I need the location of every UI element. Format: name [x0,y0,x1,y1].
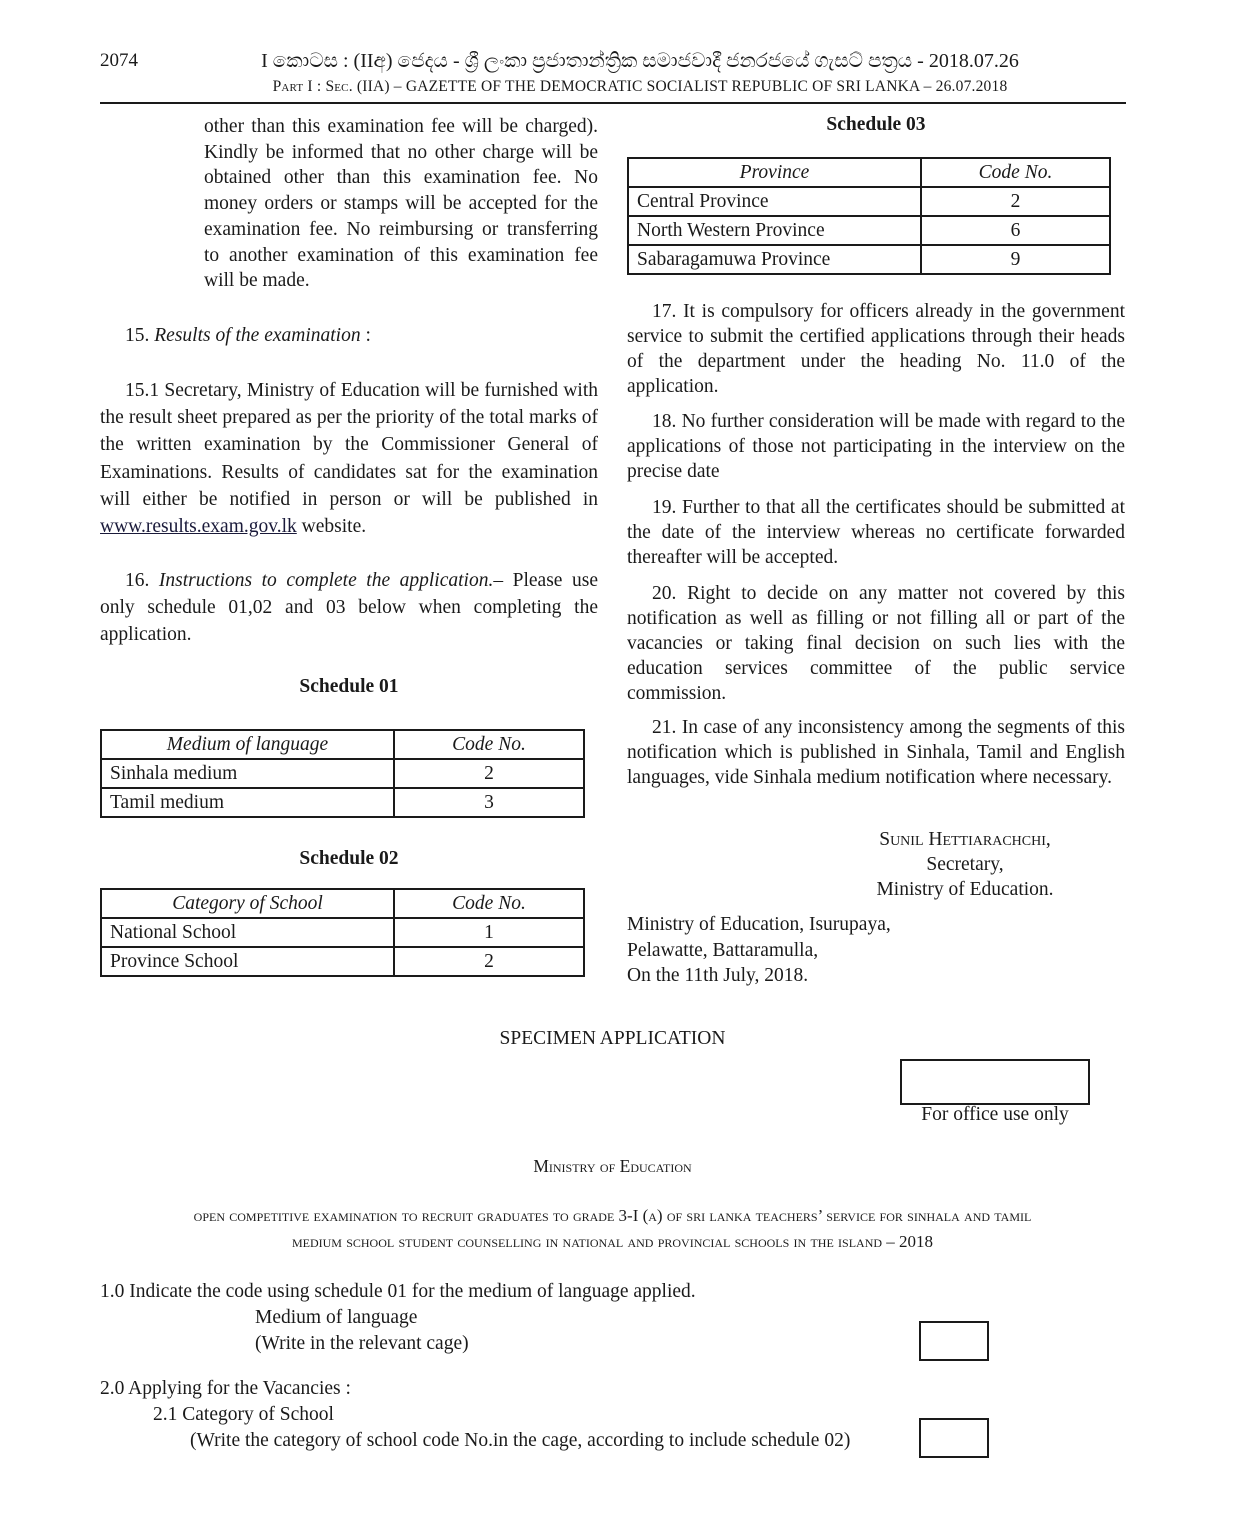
section-16-text: Please use only schedule 01,02 and 03 below when completing the application. [100,570,598,646]
table-header-row [101,889,584,918]
table-cell: 6 [921,216,1110,245]
section-15-1 [100,377,598,540]
medium-code-input-box[interactable] [919,1321,989,1361]
question-2-1-hint: (Write the category of school code No.in the cage, according to include schedule 02) [190,1430,851,1451]
column-header: Category of School [101,889,394,918]
section-16-title: Instructions to complete the application.– [158,570,504,591]
table-row [101,918,584,947]
table-cell: 9 [921,245,1110,274]
paragraph-19: 19. Further to that all the certificates should be submitted at the date of the interview whereas no certificate forwarded thereafter will be accepted. [627,497,1125,568]
column-header: Province [628,158,921,187]
fee-text: other than this examination fee will be charged). Kindly be informed that no other charge will be obtained other than this examination fee. No money orders or stamps will be accepted for the examination fee. No reimbursing or transferring to another examination of this examination fee will be made. [204,116,598,292]
exam-title-line-1: open competitive examination to recruit graduates to grade 3-I (a) of sri lanka teachers’ service for sinhala and tamil [193,1206,1032,1225]
address-date: On the 11th July, 2018. [627,965,809,986]
section-15-title: Results of the examination [154,325,361,346]
column-header: Code No. [394,730,584,759]
table-row [101,788,584,817]
signatory-title: Secretary, [926,854,1004,875]
paragraph-21: 21. In case of any inconsistency among the segments of this notification which is published in Sinhala, Tamil and English languages, vide Sinhala medium notification where necessary. [627,717,1125,788]
column-header: Code No. [394,889,584,918]
question-2-text: 2.0 Applying for the Vacancies : [100,1378,351,1399]
table-cell: 2 [394,759,584,788]
question-1-hint: (Write in the relevant cage) [255,1333,469,1354]
table-cell: National School [101,918,394,947]
office-use-label: For office use only [921,1104,1069,1125]
schedule-02-title: Schedule 02 [299,848,399,869]
paragraph-18: 18. No further consideration will be made with regard to the applications of those not participating in the interview on the precise date [627,411,1125,482]
section-15-1-tail: website. [296,516,367,538]
schedule-03-table [627,157,1111,275]
address-line: Ministry of Education, Isurupaya, [627,914,891,935]
table-cell: Sinhala medium [101,759,394,788]
schedule-03-title: Schedule 03 [826,114,926,135]
signatory-org: Ministry of Education. [876,879,1054,900]
exam-title-line-2: medium school student counselling in national and provincial schools in the island – 2018 [291,1232,934,1251]
signature-block [860,827,1070,902]
office-use-box [900,1059,1090,1105]
address-line: Pelawatte, Battaramulla, [627,939,819,961]
page-number: 2074 [100,50,138,71]
table-cell: North Western Province [628,216,921,245]
table-header-row [628,158,1110,187]
schedule-02-table [100,888,585,977]
section-15-heading [100,323,598,349]
column-header: Code No. [921,158,1110,187]
question-1-label: Medium of language [255,1307,418,1328]
table-cell: 2 [394,947,584,976]
gazette-header-english: Part I : Sec. (IIA) – GAZETTE OF THE DEMOCRATIC SOCIALIST REPUBLIC OF SRI LANKA – 26.07.2018 [272,78,1008,95]
results-website-link[interactable]: www.results.exam.gov.lk [100,516,297,538]
question-2-1-text: 2.1 Category of School [153,1404,334,1425]
table-cell: Central Province [628,187,921,216]
section-15-colon: : [360,325,371,346]
section-16 [100,567,598,649]
gazette-header-sinhala: I කොටස : (IIඅ) ජෙදය - ශ්‍රී ලංකා ප්‍රජාතාන්ත්‍රික සමාජවාදී ජනරජයේ ගැසට් පත්‍රය - 2018.07.26 [261,50,1019,72]
paragraph-20: 20. Right to decide on any matter not covered by this notification as well as filling or not filling all or part of the vacancies or taking final decision on such lies with the education services committee of the public service commission. [627,583,1125,704]
signatory-name: Sunil Hettiarachchi, [879,829,1051,850]
header-divider [100,102,1126,104]
fee-paragraph [204,114,598,294]
table-cell: 1 [394,918,584,947]
table-row [628,187,1110,216]
table-row [101,947,584,976]
column-header: Medium of language [101,730,394,759]
table-row [101,759,584,788]
section-15-number: 15. [125,325,150,346]
table-cell: 3 [394,788,584,817]
school-category-input-box[interactable] [919,1418,989,1458]
schedule-01-table [100,729,585,818]
specimen-title: SPECIMEN APPLICATION [499,1028,726,1049]
table-cell: 2 [921,187,1110,216]
section-15-1-text: 15.1 Secretary, Ministry of Education will be furnished with the result sheet prepared as per the priority of the total marks of the written examination by the Commissioner General of Examinations. Results of candidates sat for the examination will either be notified in person or will be published in [100,380,598,510]
table-row [628,245,1110,274]
question-1-text: 1.0 Indicate the code using schedule 01 for the medium of language applied. [100,1281,696,1302]
table-cell: Province School [101,947,394,976]
schedule-01-title: Schedule 01 [299,676,399,697]
address-block [627,912,1027,989]
table-cell: Tamil medium [101,788,394,817]
right-paragraphs [627,299,1125,790]
table-row [628,216,1110,245]
table-cell: Sabaragamuwa Province [628,245,921,274]
section-16-number: 16. [125,570,150,591]
ministry-heading: Ministry of Education [533,1156,692,1176]
table-header-row [101,730,584,759]
paragraph-17: 17. It is compulsory for officers already in the government service to submit the certified applications through their heads of the department under the heading No. 11.0 of the application. [627,301,1125,397]
